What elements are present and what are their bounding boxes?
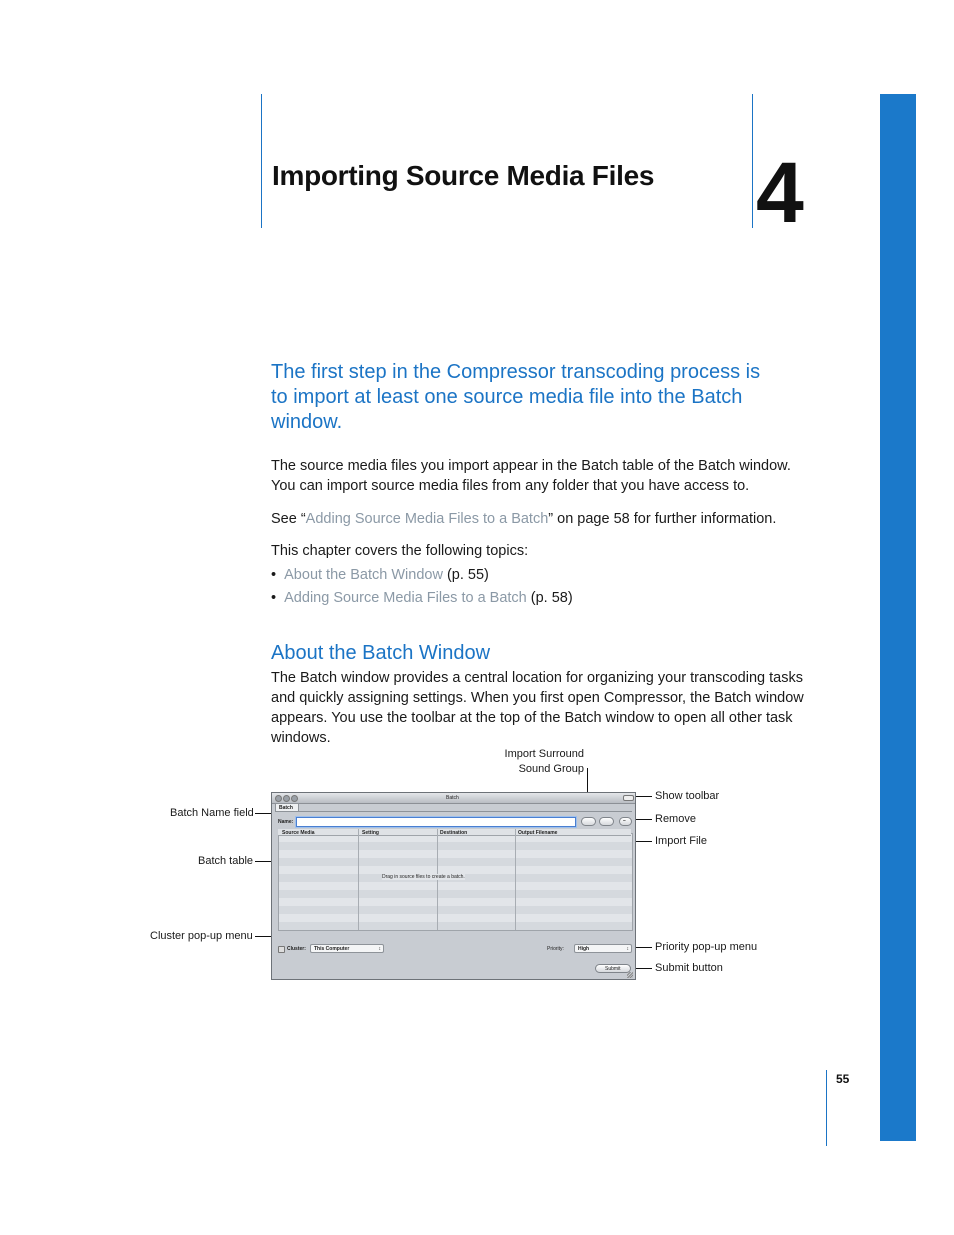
batch-window	[271, 792, 636, 980]
bullet-dot: •	[271, 567, 285, 583]
batch-name-label: Name:	[278, 819, 294, 825]
submit-button[interactable]	[595, 964, 631, 973]
topics-intro: This chapter covers the following topics:	[271, 543, 529, 559]
batch-name-field[interactable]	[296, 817, 576, 827]
zoom-window-icon[interactable]	[291, 795, 298, 802]
callout-priority-popup: Priority pop-up menu	[655, 941, 758, 953]
callout-remove: Remove	[655, 813, 696, 825]
drag-hint: Drag in source files to create a batch.	[382, 874, 465, 880]
section-paragraph: The Batch window provides a central location for organizing your transcoding tasks and quickly assigning settings. When you first open Compressor, the Batch window appears. You use the toolbar at the top of the Batch window to open all other task windows.	[271, 670, 804, 746]
import-file-button[interactable]	[599, 817, 614, 826]
callout-show-toolbar: Show toolbar	[655, 790, 720, 802]
close-window-icon[interactable]	[275, 795, 282, 802]
priority-value: High	[578, 946, 590, 952]
batch-window-titlebar	[272, 793, 635, 804]
callout-import-surround-line1: Import Surround	[504, 748, 584, 760]
see-reference-paragraph	[271, 509, 831, 529]
callout-submit-button: Submit button	[655, 962, 723, 974]
chevron-updown-icon: ↕	[626, 946, 629, 952]
batch-window-title: Batch	[446, 795, 459, 801]
cluster-value: This Computer	[314, 946, 350, 952]
batch-table[interactable]	[278, 833, 633, 931]
bullet-dot: •	[271, 590, 285, 606]
remove-button[interactable]	[619, 817, 632, 826]
column-destination[interactable]: Destination	[440, 830, 468, 836]
column-divider	[358, 829, 359, 930]
column-source-media[interactable]: Source Media	[282, 830, 315, 836]
see-suffix: ” on page 58 for further information.	[548, 511, 777, 527]
see-prefix: See “	[271, 511, 306, 527]
callout-import-surround	[504, 747, 584, 777]
minimize-window-icon[interactable]	[283, 795, 290, 802]
callout-cluster-popup: Cluster pop-up menu	[150, 930, 253, 942]
topic-page: (p. 55)	[446, 567, 489, 583]
show-toolbar-button[interactable]	[623, 795, 634, 801]
adding-media-link[interactable]: Adding Source Media Files to a Batch	[305, 511, 549, 527]
import-surround-sound-group-button[interactable]	[581, 817, 596, 826]
callout-import-surround-line2: Sound Group	[518, 763, 584, 775]
page-number-rule	[826, 1070, 827, 1146]
resize-grip-icon[interactable]	[627, 972, 633, 978]
cluster-popup[interactable]	[310, 944, 384, 953]
topic-bullet-1	[271, 565, 489, 585]
column-setting[interactable]: Setting	[362, 830, 379, 836]
topic-link-adding-media[interactable]: Adding Source Media Files to a Batch	[284, 590, 527, 606]
chapter-rule-left	[261, 94, 262, 228]
priority-label: Priority:	[547, 946, 564, 952]
batch-tab-panel-divider	[275, 811, 632, 812]
topic-page: (p. 58)	[530, 590, 573, 606]
section-title: About the Batch Window	[271, 642, 491, 664]
batch-tab-label: Batch	[279, 805, 293, 811]
chevron-updown-icon: ↕	[378, 946, 381, 952]
column-output-filename[interactable]: Output Filename	[518, 830, 558, 836]
callout-batch-name-field: Batch Name field	[170, 807, 254, 819]
priority-popup[interactable]	[574, 944, 632, 953]
chapter-number: 4	[756, 145, 804, 241]
lock-icon	[278, 946, 285, 953]
remove-button-label: −	[623, 818, 626, 824]
chapter-side-tab	[880, 94, 916, 1141]
topic-bullet-2	[271, 588, 573, 608]
intro-paragraph: The source media files you import appear in the Batch table of the Batch window. You can import source media files from any folder that you have access to.	[271, 458, 791, 494]
chapter-intro: The first step in the Compressor transcoding process is to import at least one source media file into the Batch window.	[271, 361, 761, 433]
chapter-title: Importing Source Media Files	[272, 160, 655, 191]
page-number: 55	[836, 1072, 850, 1086]
submit-button-label: Submit	[605, 966, 621, 972]
callout-batch-table: Batch table	[198, 855, 254, 867]
cluster-label: Cluster:	[287, 946, 306, 952]
column-divider	[515, 829, 516, 930]
topic-link-batch-window[interactable]: About the Batch Window	[284, 567, 443, 583]
chapter-rule-right	[752, 94, 753, 228]
callout-import-file: Import File	[655, 835, 707, 847]
